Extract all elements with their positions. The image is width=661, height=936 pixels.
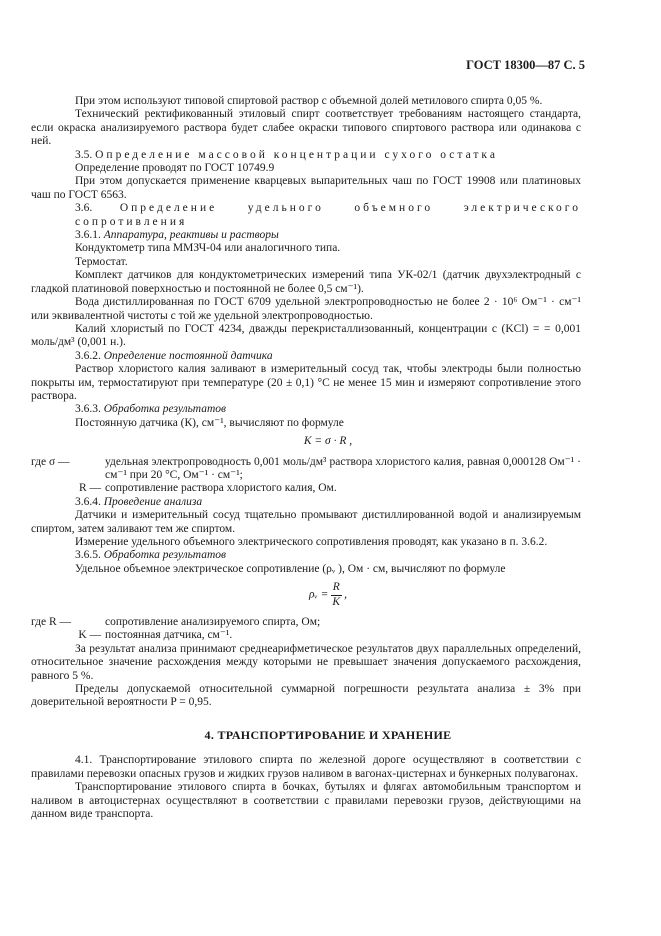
where-text: сопротивление раствора хлористого калия, Ом. [105, 482, 337, 495]
paragraph: Раствор хлористого калия заливают в измерительный сосуд так, чтобы электроды были полностью покрыты им, термостатируют при температуре (20 ± 0,1) °С не менее 15 мин и измеряют сопротивление этого раствора. [31, 363, 581, 402]
section-heading [75, 149, 581, 162]
subsection-number: 3.6.1. [75, 229, 101, 242]
where-symbol: где R — [31, 616, 72, 629]
where-definition [31, 456, 581, 483]
where-symbol: R — [78, 482, 101, 495]
paragraph: Определение проводят по ГОСТ 10749.9 [75, 162, 275, 175]
subsection-heading [75, 403, 581, 416]
where-text: сопротивление анализируемого спирта, Ом; [105, 616, 321, 629]
paragraph: При этом используют типовой спиртовой раствор с объемной долей метилового спирта 0,05 %. [75, 95, 543, 107]
denominator: K [332, 595, 341, 608]
fraction [330, 581, 342, 609]
section-heading-text: Определение удельного объемного электрического сопротивления [75, 202, 581, 228]
formula [75, 581, 581, 609]
paragraph: Пределы допускаемой относительной суммарной погрешности результата анализа ± 3% при доверительной вероятности P = 0,95. [31, 683, 581, 709]
paragraph: Термостат. [75, 255, 128, 268]
subsection-number: 3.6.3. [75, 403, 101, 416]
section-number: 3.5. [75, 148, 96, 161]
formula-tail: , [344, 588, 347, 601]
paragraph: Удельное объемное электрическое сопротивление (ρᵥ ), Ом · см, вычисляют по формуле [75, 562, 506, 575]
page-header: ГОСТ 18300—87 С. 5 [466, 58, 585, 72]
paragraph: Калий хлористый по ГОСТ 4234, дважды перекристаллизованный, концентрации c (KCl) = = 0,001 моль/дм³ (0,001 н.). [31, 322, 581, 349]
paragraph: При этом допускается применение кварцевых выпарительных чаш по ГОСТ 19908 или платиновых чаш по ГОСТ 6563. [31, 175, 581, 201]
numerator: R [331, 581, 342, 595]
paragraph: Комплект датчиков для кондуктометрических измерений типа УК-02/1 (датчик двухэлектродный с гладкой платиновой поверхностью и постоянной не более 0,5 см⁻¹). [31, 269, 581, 295]
where-definition [31, 629, 581, 642]
paragraph: Кондуктометр типа ММЗЧ-04 или аналогичного типа. [75, 242, 341, 255]
where-text: постоянная датчика, см⁻¹. [105, 629, 233, 642]
subsection-number: 3.6.2. [75, 349, 101, 362]
section-heading-text: Определение массовой концентрации сухого остатка [95, 148, 498, 161]
section-title: 4. ТРАНСПОРТИРОВАНИЕ И ХРАНЕНИЕ [204, 727, 452, 742]
where-symbol: где σ — [31, 455, 70, 468]
paragraph: 4.1. Транспортирование этилового спирта по железной дороге осуществляют в соответствии с правилами перевозки опасных грузов и жидких грузов наливом в вагонах-цистернах и бункерных полувагонах. [31, 754, 581, 780]
section-number: 3.6. [75, 202, 120, 215]
document-body [31, 95, 581, 821]
subsection-heading [75, 350, 581, 363]
subsection-heading [75, 496, 581, 509]
subsection-number: 3.6.4. [75, 495, 101, 508]
formula-lhs: ρᵥ = [309, 588, 329, 601]
paragraph: Вода дистиллированная по ГОСТ 6709 удельной электропроводностью не более 2 · 10⁶ Ом⁻¹ · см⁻¹ или эквивалентной чистоты с той же удельной электропроводностью. [31, 296, 581, 322]
where-definition [31, 482, 581, 495]
paragraph: За результат анализа принимают среднеарифметическое результатов двух параллельных определений, относительное значение расхождения между которыми не превышает значения допускаемого расхождения, равного 5 %. [31, 642, 581, 682]
subsection-title: Аппаратура, реактивы и растворы [103, 229, 279, 242]
subsection-number: 3.6.5. [75, 549, 101, 562]
subsection-title: Определение постоянной датчика [103, 349, 273, 362]
paragraph: Технический ректификованный этиловый спирт соответствует требованиям настоящего стандарта, если окраска анализируемого раствора будет слабее окраски типового спиртового раствора или одинакова с ней. [31, 108, 581, 148]
where-text: удельная электропроводность 0,001 моль/дм³ раствора хлористого калия, равная 0,000128 Ом⁻¹ · см⁻¹ при 20 °С, Ом⁻¹ · см⁻¹; [105, 455, 581, 481]
subsection-title: Обработка результатов [103, 549, 226, 562]
paragraph: Датчики и измерительный сосуд тщательно промывают дистиллированной водой и анализируемым спиртом, затем заливают тем же спиртом. [31, 509, 581, 535]
subsection-title: Обработка результатов [103, 403, 226, 416]
paragraph: Постоянную датчика (К), см⁻¹, вычисляют по формуле [75, 416, 344, 429]
subsection-heading [75, 229, 581, 242]
where-definition [31, 616, 581, 629]
where-symbol: K — [78, 629, 101, 642]
subsection-heading [75, 549, 581, 562]
paragraph: Транспортирование этилового спирта в бочках, бутылях и флягах автомобильным транспортом и наливом в автоцистернах осуществляют в соответствии с правилами перевозки грузов, действующими на данном виде транспорта. [31, 781, 581, 820]
subsection-title: Проведение анализа [103, 495, 203, 508]
formula: K = σ · R , [303, 435, 353, 448]
section-heading [75, 202, 581, 229]
paragraph: Измерение удельного объемного электрического сопротивления проводят, как указано в п. 3.6.2. [75, 536, 548, 548]
